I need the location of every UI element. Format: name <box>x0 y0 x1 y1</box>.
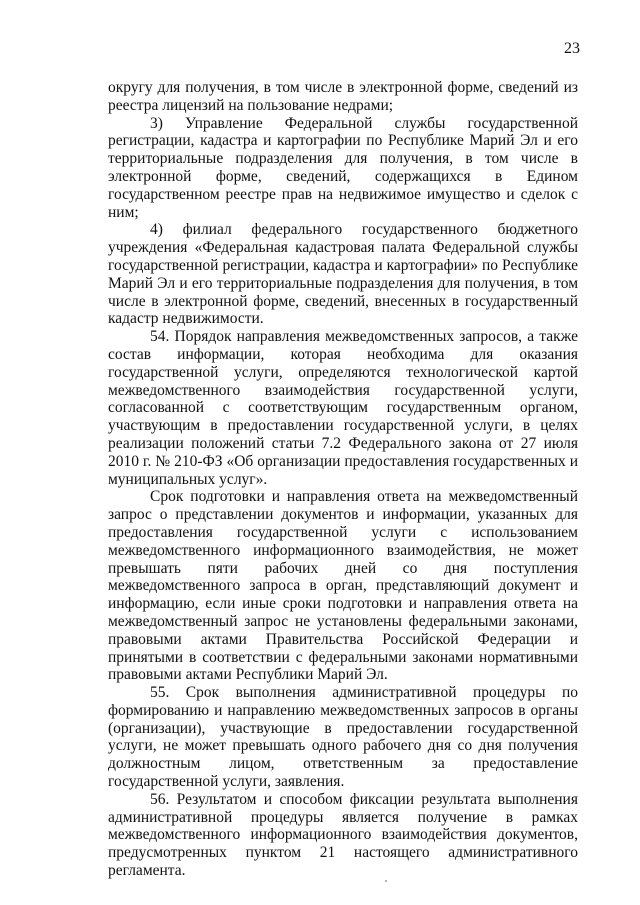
paragraph-56: 56. Результатом и способом фиксации результата выполнения административной процедуры является получение в рамках межведомственного информационного взаимодействия документов, предусмотренных пунктом 21 настоящего административного регламента. <box>108 790 578 880</box>
paragraph-continuation: округу для получения, в том числе в электронной форме, сведений из реестра лицензий на пользование недрами; <box>108 79 578 114</box>
scan-speck <box>385 880 387 882</box>
list-item-3: 3) Управление Федеральной службы государственной регистрации, кадастра и картографии по Республике Марий Эл и его территориальные подразделения для получения, в том числе в электронной форме, сведений, содержащихся в Едином государственном реестре прав на недвижимое имущество и сделок с ним; <box>108 114 578 221</box>
paragraph-54: 54. Порядок направления межведомственных запросов, а также состав информации, которая необходима для оказания государственной услуги, определяются технологической картой межведомственного взаимодействия государственной услуги, согласованной с соответствующим государственным органом, участвующим в предоставлении государственной услуги, в целях реализации положений статьи 7.2 Федерального закона от 27 июля 2010 г. № 210-ФЗ «Об организации предоставления государственных и муниципальных услуг». <box>108 328 578 488</box>
paragraph-55: 55. Срок выполнения административной процедуры по формированию и направлению межведомственных запросов в органы (организации), участвующие в предоставлении государственной услуги, не может превышать одного рабочего дня со дня получения должностным лицом, ответственным за предоставление государственной услуги, заявления. <box>108 684 578 791</box>
document-body <box>108 79 578 880</box>
page-number: 23 <box>564 40 580 57</box>
list-item-4: 4) филиал федерального государственного бюджетного учреждения «Федеральная кадастровая палата Федеральной службы государственной регистрации, кадастра и картографии» по Республике Марий Эл и его территориальные подразделения для получения, в том числе в электронной форме, сведений, внесенных в государственный кадастр недвижимости. <box>108 221 578 328</box>
paragraph-response-deadline: Срок подготовки и направления ответа на межведомственный запрос о представлении документов и информации, указанных для предоставления государственной услуги с использованием межведомственного информационного взаимодействия, не может превышать пяти рабочих дней со дня поступления межведомственного запроса в орган, представляющий документ и информацию, если иные сроки подготовки и направления ответа на межведомственный запрос не установлены федеральными законами, правовыми актами Правительства Российской Федерации и принятыми в соответствии с федеральными законами нормативными правовыми актами Республики Марий Эл. <box>108 488 578 684</box>
